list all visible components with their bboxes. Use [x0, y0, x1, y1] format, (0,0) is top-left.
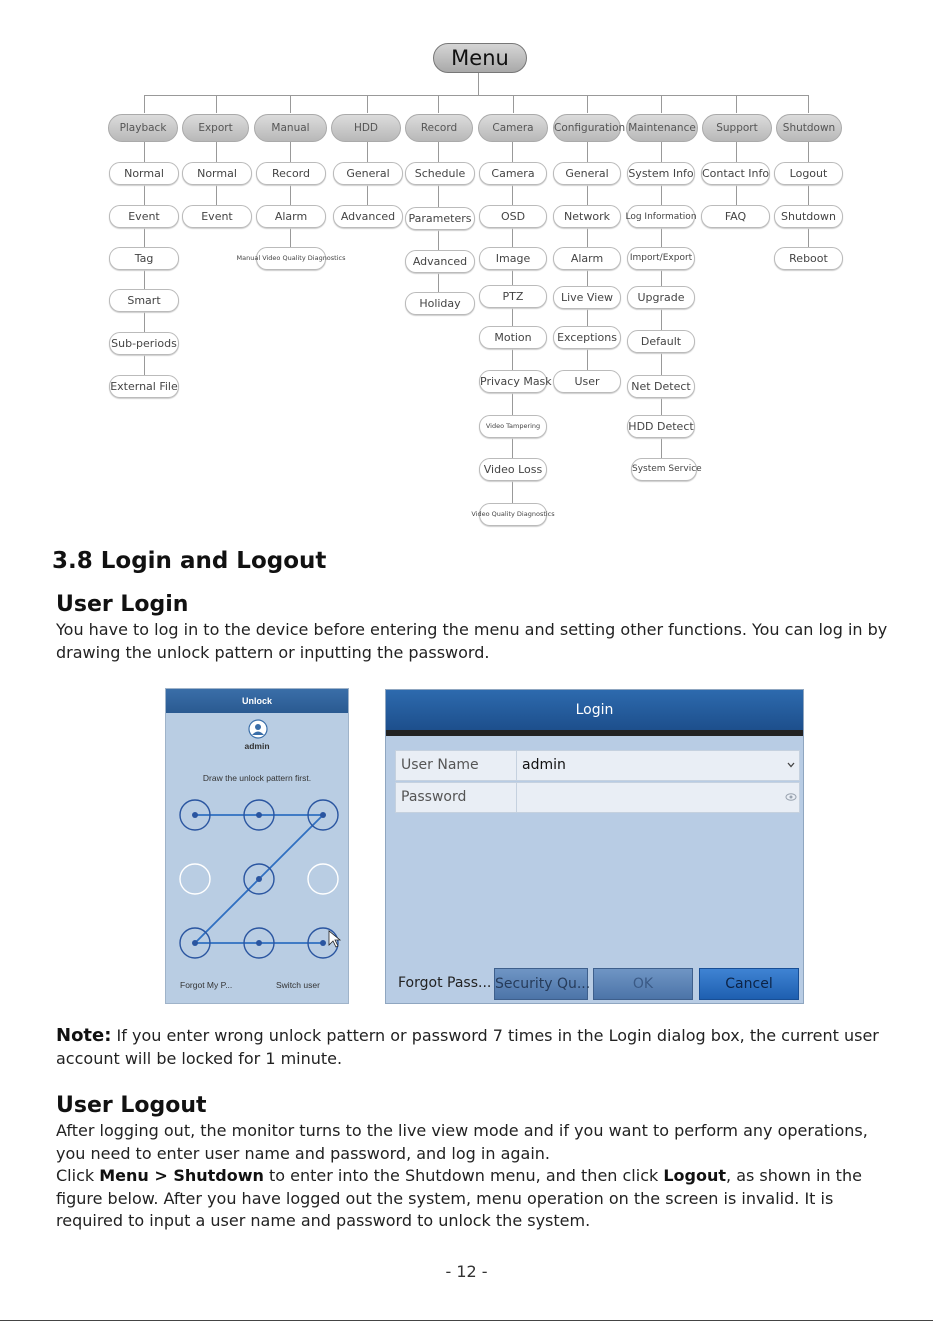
- category-camera: Camera: [478, 114, 548, 142]
- user-avatar-icon: [248, 719, 268, 741]
- switch-user-link[interactable]: Switch user: [276, 980, 320, 990]
- user-login-paragraph: You have to log in to the device before entering the menu and setting other functions. You can log in by drawing the unlock pattern or inputting the password.: [56, 620, 888, 662]
- menu-item: Event: [182, 205, 252, 228]
- menu-item: Privacy Mask: [479, 370, 547, 393]
- menu-item: Normal: [109, 162, 179, 185]
- menu-item: Video Quality Diagnostics: [479, 503, 547, 526]
- menu-item: Contact Info: [701, 162, 770, 185]
- menu-item: HDD Detect: [627, 415, 695, 438]
- menu-item: Alarm: [553, 247, 621, 270]
- menu-item: Import/Export: [627, 247, 695, 270]
- connector: [290, 141, 291, 258]
- note-paragraph: [56, 1025, 896, 1070]
- menu-item: Event: [109, 205, 179, 228]
- menu-item: Upgrade: [627, 286, 695, 309]
- unlock-pattern-panel: [165, 688, 349, 1004]
- category-export: Export: [182, 114, 249, 142]
- connector: [661, 95, 662, 113]
- category-configuration: Configuration: [553, 114, 621, 142]
- text: , as shown in the figure below. After you have logged out the system, menu operation on the screen is invalid. It is required to input a user name and password to unlock the system.: [56, 1166, 862, 1230]
- menu-tree-diagram: [0, 0, 933, 535]
- menu-item: System Info: [627, 162, 695, 185]
- text: Click: [56, 1166, 100, 1185]
- menu-item: Smart: [109, 289, 179, 312]
- login-dialog-title: Login: [386, 690, 803, 730]
- unlock-pattern-grid[interactable]: [166, 789, 348, 964]
- category-maintenance: Maintenance: [626, 114, 698, 142]
- category-manual: Manual: [254, 114, 327, 142]
- connector: [438, 95, 439, 113]
- text: to enter into the Shutdown menu, and then click: [263, 1166, 664, 1185]
- cancel-button[interactable]: Cancel: [699, 968, 799, 1000]
- menu-item: Manual Video Quality Diagnostics: [256, 247, 326, 270]
- chevron-down-icon[interactable]: [787, 762, 795, 768]
- menu-item: System Service: [631, 458, 697, 481]
- login-dialog: [385, 689, 804, 1004]
- page-number: - 12 -: [445, 1262, 488, 1281]
- ok-button[interactable]: OK: [593, 968, 693, 1000]
- menu-item: Sub-periods: [109, 332, 179, 355]
- menu-item: Camera: [479, 162, 547, 185]
- category-hdd: HDD: [331, 114, 401, 142]
- menu-item: FAQ: [701, 205, 770, 228]
- menu-item: Parameters: [405, 207, 475, 230]
- menu-item: OSD: [479, 205, 547, 228]
- menu-item: Video Tampering: [479, 415, 547, 438]
- menu-item: Default: [627, 330, 695, 353]
- menu-item: Shutdown: [774, 205, 843, 228]
- menu-item: General: [333, 162, 403, 185]
- connector: [513, 95, 514, 113]
- password-label: Password: [396, 783, 517, 812]
- menu-item: General: [553, 162, 621, 185]
- password-row: [395, 782, 800, 813]
- menu-item: PTZ: [479, 285, 547, 308]
- forgot-pattern-link[interactable]: Forgot My P...: [180, 980, 233, 990]
- shutdown-term: Shutdown: [173, 1166, 264, 1185]
- menu-item: Alarm: [256, 205, 326, 228]
- category-support: Support: [702, 114, 772, 142]
- menu-item: Advanced: [405, 250, 475, 273]
- unlock-username: admin: [244, 741, 270, 751]
- menu-item: Logout: [774, 162, 843, 185]
- unlock-instruction: Draw the unlock pattern first.: [202, 773, 312, 783]
- menu-item: Log Information: [627, 205, 695, 228]
- unlock-title: Unlock: [166, 689, 348, 713]
- category-record: Record: [405, 114, 473, 142]
- menu-item: Motion: [479, 326, 547, 349]
- connector: [216, 95, 217, 113]
- connector: [808, 95, 809, 113]
- forgot-password-link[interactable]: Forgot Pass...: [398, 975, 492, 991]
- menu-item: Reboot: [774, 247, 843, 270]
- logout-term: Logout: [663, 1166, 727, 1185]
- note-label: Note:: [56, 1025, 112, 1046]
- menu-item: Live View: [553, 286, 621, 309]
- menu-item: Net Detect: [627, 375, 695, 398]
- password-field[interactable]: [522, 783, 782, 812]
- menu-item: Normal: [182, 162, 252, 185]
- menu-root-node: Menu: [433, 43, 527, 73]
- arrow-term: >: [148, 1166, 174, 1185]
- logout-paragraph-1: After logging out, the monitor turns to the live view mode and if you want to perform any operations, you need to enter user name and password, and log in again.: [56, 1121, 868, 1163]
- menu-item: Holiday: [405, 292, 475, 315]
- category-playback: Playback: [108, 114, 178, 142]
- note-text: If you enter wrong unlock pattern or password 7 times in the Login dialog box, the current user account will be locked for 1 minute.: [56, 1026, 879, 1068]
- section-title: 3.8 Login and Logout: [52, 548, 327, 574]
- user-name-row: [395, 750, 800, 781]
- menu-item: Advanced: [333, 205, 403, 228]
- connector: [144, 95, 809, 96]
- menu-item: Exceptions: [553, 326, 621, 349]
- connector: [736, 95, 737, 113]
- menu-item: Record: [256, 162, 326, 185]
- user-name-field[interactable]: admin: [522, 757, 566, 773]
- menu-item: Schedule: [405, 162, 475, 185]
- user-login-heading: User Login: [56, 592, 189, 617]
- menu-item: User: [553, 370, 621, 393]
- category-shutdown: Shutdown: [776, 114, 842, 142]
- connector: [290, 95, 291, 113]
- user-name-label: User Name: [396, 751, 517, 780]
- menu-item: External File: [109, 375, 179, 398]
- menu-item: Tag: [109, 247, 179, 270]
- logout-paragraph-2: [56, 1165, 901, 1233]
- connector: [367, 95, 368, 113]
- menu-term: Menu: [99, 1166, 149, 1185]
- bottom-rule: [0, 1320, 933, 1321]
- menu-item: Network: [553, 205, 621, 228]
- title-divider: [386, 730, 803, 736]
- security-question-button[interactable]: Security Qu...: [494, 968, 588, 1000]
- menu-item: Video Loss: [479, 458, 547, 481]
- connector: [478, 73, 479, 95]
- user-logout-heading: User Logout: [56, 1093, 207, 1118]
- connector: [144, 95, 145, 113]
- show-password-icon[interactable]: [785, 792, 797, 802]
- connector: [587, 95, 588, 113]
- menu-item: Image: [479, 247, 547, 270]
- connector: [808, 141, 809, 258]
